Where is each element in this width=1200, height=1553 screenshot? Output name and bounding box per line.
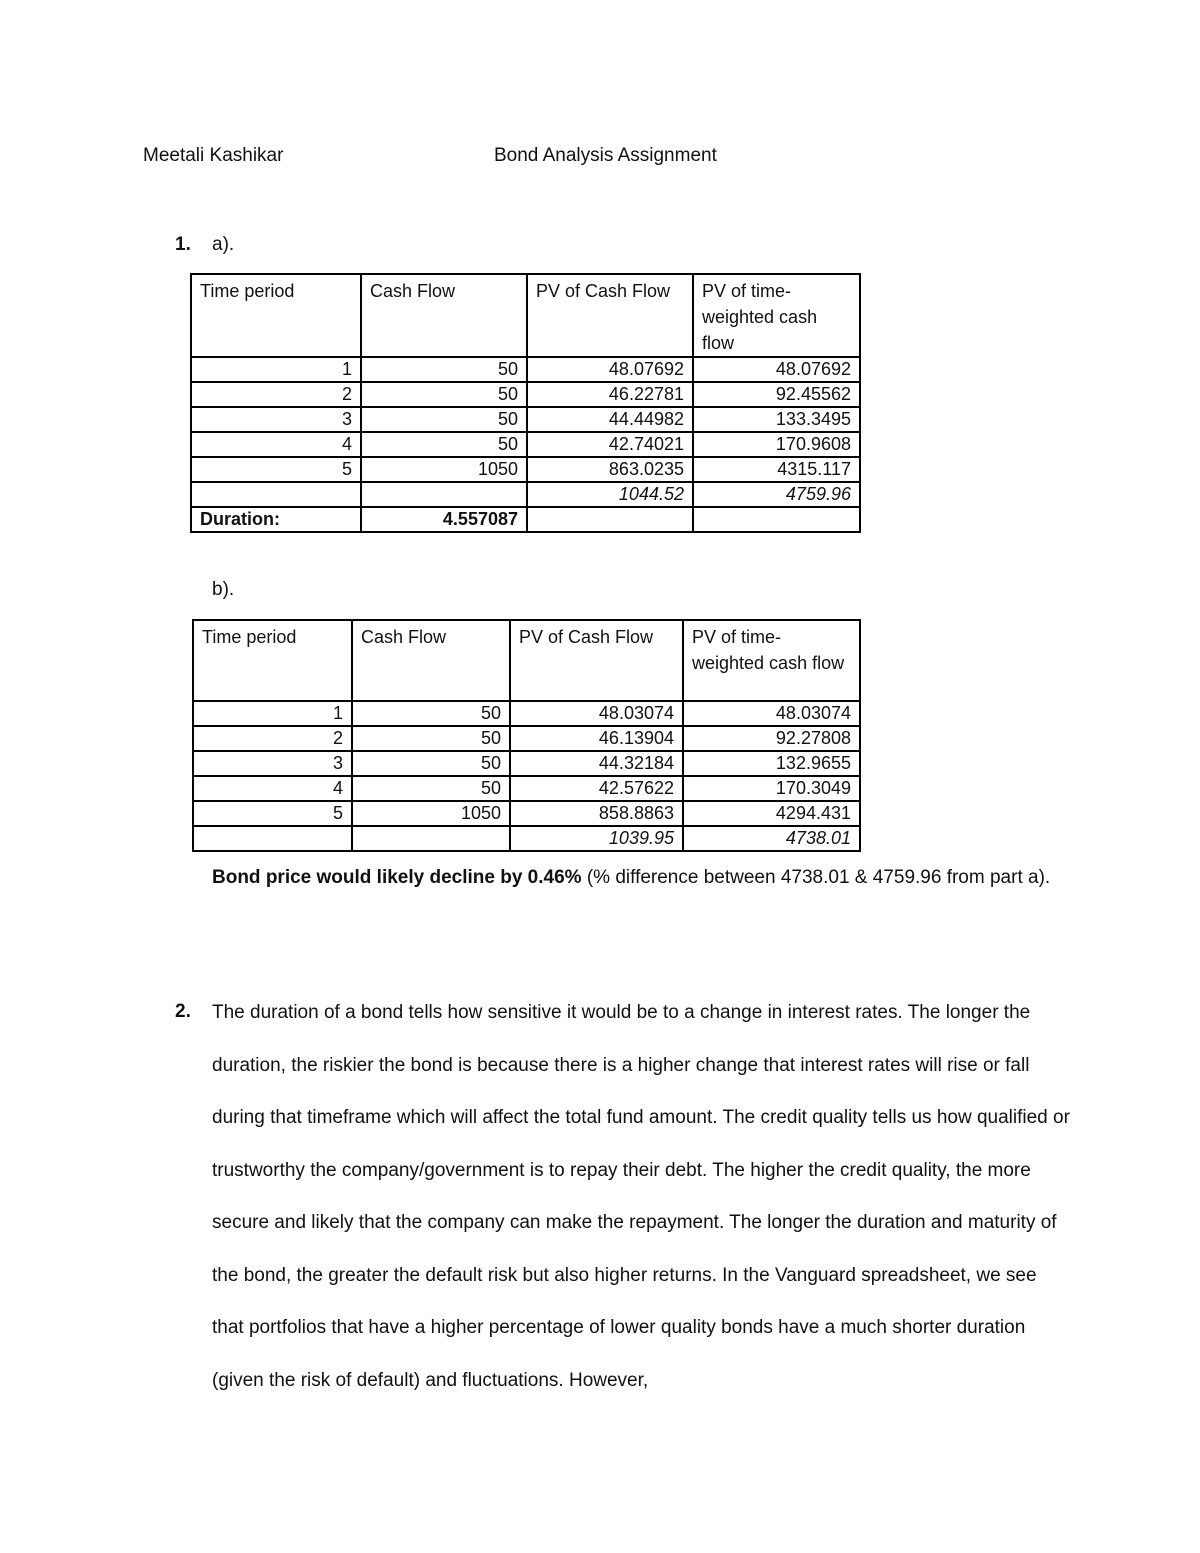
table-row (193, 701, 860, 726)
cell: 4 (191, 432, 361, 457)
conclusion-text: (% difference between 4738.01 & 4759.96 from part a). (581, 867, 1051, 888)
cell: 50 (352, 776, 510, 801)
empty-cell (693, 507, 860, 532)
part-a-label: a). (212, 234, 235, 255)
cell: 170.9608 (693, 432, 860, 457)
document-title: Bond Analysis Assignment (494, 145, 717, 166)
cell: 863.0235 (527, 457, 693, 482)
part-b-label: b). (212, 579, 235, 600)
total-weighted: 4759.96 (693, 482, 860, 507)
table-row (191, 357, 860, 382)
table-row (191, 457, 860, 482)
table-row (191, 382, 860, 407)
col-header-time: Time period (193, 620, 352, 701)
cell: 42.74021 (527, 432, 693, 457)
cell: 4 (193, 776, 352, 801)
cell: 48.03074 (510, 701, 683, 726)
cell: 44.44982 (527, 407, 693, 432)
table-a (190, 273, 861, 533)
question-2-paragraph: The duration of a bond tells how sensitive it would be to a change in interest rates. The longer the duration, the riskier the bond is because there is a higher change that interest rates will rise or fall during that timeframe which will affect the total fund amount. The credit quality tells us how qualified or trustworthy the company/government is to repay their debt. The higher the credit quality, the more secure and likely that the company can make the repayment. The longer the duration and maturity of the bond, the greater the default risk but also higher returns. In the Vanguard spreadsheet, we see that portfolios that have a higher percentage of lower quality bonds have a much shorter duration (given the risk of default) and fluctuations. However, (212, 1002, 1070, 1391)
cell: 50 (352, 726, 510, 751)
cell: 50 (361, 432, 527, 457)
table-row (193, 776, 860, 801)
col-header-cashflow: Cash Flow (352, 620, 510, 701)
author-name: Meetali Kashikar (143, 145, 284, 166)
totals-row (191, 482, 860, 507)
cell: 50 (361, 357, 527, 382)
cell: 42.57622 (510, 776, 683, 801)
conclusion-paragraph (212, 852, 1072, 905)
cell: 92.27808 (683, 726, 860, 751)
col-header-pv: PV of Cash Flow (510, 620, 683, 701)
total-pv: 1039.95 (510, 826, 683, 851)
duration-value: 4.557087 (361, 507, 527, 532)
cell: 50 (361, 407, 527, 432)
cell: 1050 (361, 457, 527, 482)
cell: 2 (193, 726, 352, 751)
cell: 50 (361, 382, 527, 407)
empty-cell (191, 482, 361, 507)
col-header-pv: PV of Cash Flow (527, 274, 693, 357)
cell: 1 (193, 701, 352, 726)
cell: 4294.431 (683, 801, 860, 826)
empty-cell (193, 826, 352, 851)
duration-row (191, 507, 860, 532)
col-header-weighted: PV of time-weighted cash flow (683, 620, 860, 701)
question-2-number: 2. (175, 1001, 191, 1022)
cell: 92.45562 (693, 382, 860, 407)
total-pv: 1044.52 (527, 482, 693, 507)
cell: 46.13904 (510, 726, 683, 751)
cell: 48.03074 (683, 701, 860, 726)
cell: 858.8863 (510, 801, 683, 826)
table-row (191, 432, 860, 457)
empty-cell (361, 482, 527, 507)
table-row (193, 726, 860, 751)
table-row (191, 407, 860, 432)
cell: 3 (191, 407, 361, 432)
cell: 46.22781 (527, 382, 693, 407)
cell: 3 (193, 751, 352, 776)
table-row (193, 801, 860, 826)
conclusion-bold: Bond price would likely decline by 0.46% (212, 867, 582, 888)
totals-row (193, 826, 860, 851)
total-weighted: 4738.01 (683, 826, 860, 851)
empty-cell (352, 826, 510, 851)
cell: 1050 (352, 801, 510, 826)
cell: 44.32184 (510, 751, 683, 776)
cell: 50 (352, 751, 510, 776)
col-header-time: Time period (191, 274, 361, 357)
cell: 1 (191, 357, 361, 382)
cell: 4315.117 (693, 457, 860, 482)
col-header-cashflow: Cash Flow (361, 274, 527, 357)
cell: 5 (193, 801, 352, 826)
table-b (192, 619, 861, 852)
table-row (193, 751, 860, 776)
cell: 132.9655 (683, 751, 860, 776)
cell: 170.3049 (683, 776, 860, 801)
cell: 2 (191, 382, 361, 407)
col-header-weighted: PV of time-weighted cash flow (693, 274, 860, 357)
cell: 133.3495 (693, 407, 860, 432)
cell: 48.07692 (527, 357, 693, 382)
cell: 5 (191, 457, 361, 482)
duration-label: Duration: (191, 507, 361, 532)
question-1-number: 1. (175, 234, 191, 255)
cell: 50 (352, 701, 510, 726)
empty-cell (527, 507, 693, 532)
cell: 48.07692 (693, 357, 860, 382)
